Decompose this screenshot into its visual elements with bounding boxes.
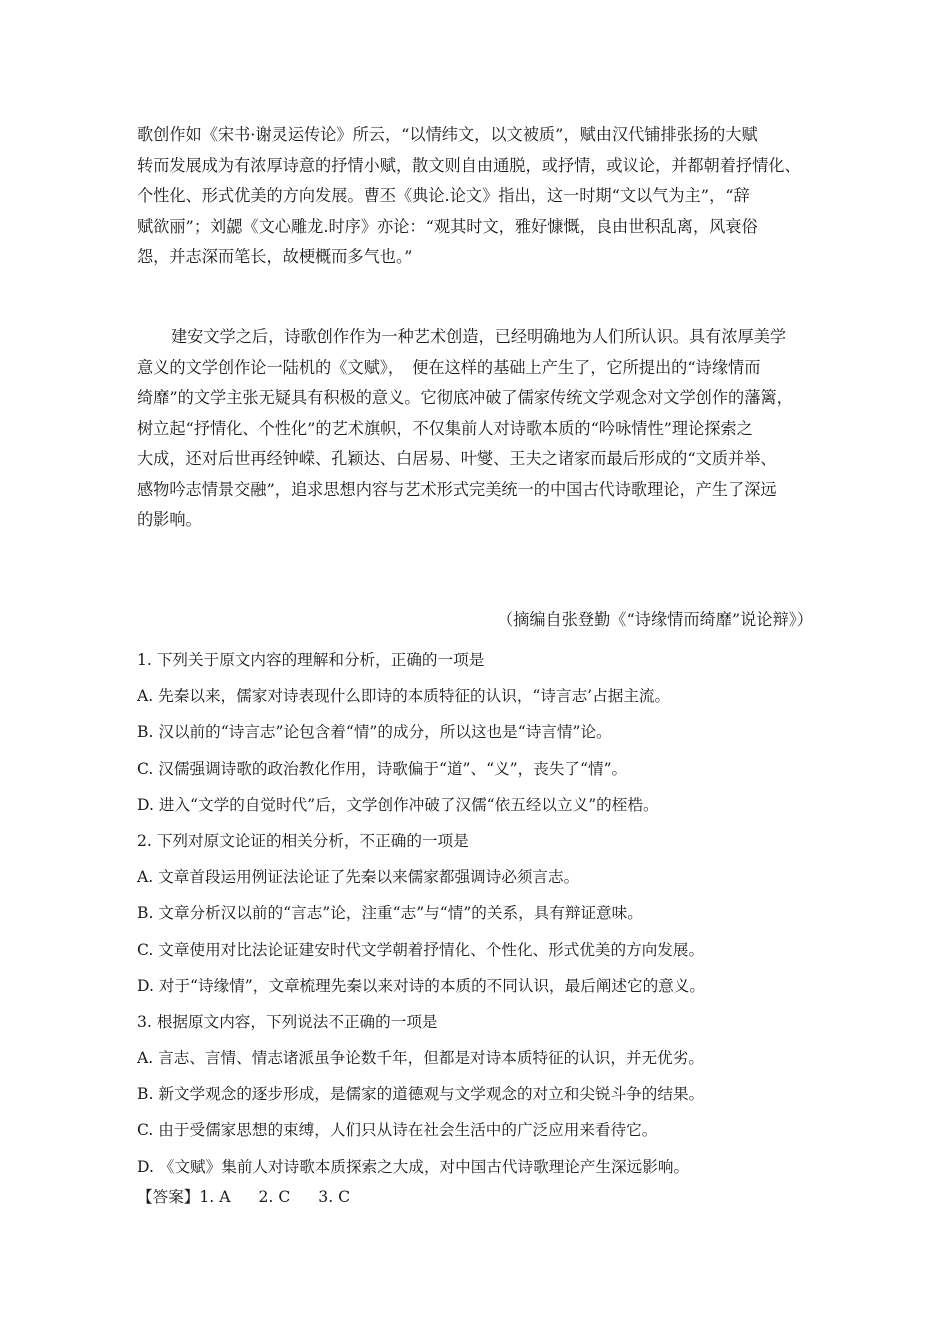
answer-key bbox=[137, 1179, 350, 1215]
question-option: D. 进入“文学的自觉时代”后，文学创作冲破了汉儒“依五经以立义”的桎梏。 bbox=[137, 795, 659, 814]
answer-label: 【答案】 bbox=[137, 1188, 200, 1206]
text-line: 意义的文学创作论一陆机的《文赋》， 便在这样的基础上产生了，它所提出的“诗缘情而 bbox=[137, 357, 761, 377]
text-line: 个性化、形式优美的方向发展。曹丕《典论.论文》指出，这一时期“文以气为主”，“辞 bbox=[137, 186, 750, 205]
text-line: 转而发展成为有浓厚诗意的抒情小赋，散文则自由通脱，或抒情，或议论，并都朝着抒情化、 bbox=[137, 155, 801, 175]
question-option: B. 文章分析汉以前的“言志”论，注重“志”与“情”的关系，具有辩证意味。 bbox=[137, 904, 643, 923]
question-option: C. 由于受儒家思想的束缚，人们只从诗在社会生活中的广泛应用来看待它。 bbox=[137, 1121, 658, 1140]
text-line: 树立起“抒情化、个性化”的艺术旗帜，不仅集前人对诗歌本质的“吟咏情性”理论探索之 bbox=[137, 418, 753, 438]
question-option: A. 先秦以来，儒家对诗表现什么即诗的本质特征的认识，“诗言志’占据主流。 bbox=[137, 687, 671, 706]
text-line: 歌创作如《宋书·谢灵运传论》所云，“以情纬文，以文被质”，赋由汉代铺排张扬的大赋 bbox=[137, 125, 758, 144]
question-stem: 2. 下列对原文论证的相关分析，不正确的一项是 bbox=[137, 831, 469, 850]
text-line: 感物吟志情景交融”，追求思想内容与艺术形式完美统一的中国古代诗歌理论，产生了深远 bbox=[137, 479, 777, 499]
question-option: A. 文章首段运用例证法论证了先秦以来儒家都强调诗必须言志。 bbox=[137, 868, 580, 887]
question-option: D. 《文赋》集前人对诗歌本质探索之大成，对中国古代诗歌理论产生深远影响。 bbox=[137, 1157, 690, 1176]
answer-item: 1. A bbox=[199, 1188, 231, 1206]
question-option: B. 汉以前的“诗言志”论包含着“情”的成分，所以这也是“诗言情”论。 bbox=[137, 723, 612, 742]
question-list bbox=[137, 642, 817, 1185]
text-line: 怨，并志深而笔长，故梗概而多气也。” bbox=[137, 247, 413, 266]
question-option: C. 文章使用对比法论证建安时代文学朝着抒情化、个性化、形式优美的方向发展。 bbox=[137, 940, 705, 959]
text-line: 建安文学之后，诗歌创作作为一种艺术创造，已经明确地为人们所认识。具有浓厚美学 bbox=[171, 327, 787, 346]
answer-item: 2. C bbox=[258, 1188, 291, 1206]
question-option: A. 言志、言情、情志诸派虽争论数千年，但都是对诗本质特征的认识，并无优劣。 bbox=[137, 1049, 704, 1068]
paragraph-2 bbox=[137, 322, 817, 536]
question-stem: 3. 根据原文内容，下列说法不正确的一项是 bbox=[137, 1012, 438, 1031]
text-line: 赋欲丽”；刘勰《文心雕龙.时序》亦论：“观其时文，雅好慷慨，良由世积乱离，风衰俗 bbox=[137, 216, 758, 236]
text-line: 的影响。 bbox=[137, 510, 202, 529]
text-line: 绮靡”的文学主张无疑具有积极的意义。它彻底冲破了儒家传统文学观念对文学创作的藩篱， bbox=[137, 388, 793, 407]
answer-item: 3. C bbox=[318, 1188, 351, 1206]
paragraph-1 bbox=[137, 120, 817, 273]
source-citation: （摘编自张登勤《“诗缘情而绮靡”说论辩》） bbox=[496, 610, 813, 629]
question-stem: 1. 下列关于原文内容的理解和分析，正确的一项是 bbox=[137, 651, 485, 669]
question-option: C. 汉儒强调诗歌的政治教化作用，诗歌偏于“道”、“义”，丧失了“情”。 bbox=[137, 759, 628, 778]
question-option: B. 新文学观念的逐步形成，是儒家的道德观与文学观念的对立和尖锐斗争的结果。 bbox=[137, 1085, 705, 1104]
text-line: 大成，还对后世再经钟嵘、孔颖达、白居易、叶燮、王夫之诸家而最后形成的“文质并举、 bbox=[137, 449, 777, 468]
question-option: D. 对于“诗缘情”，文章梳理先秦以来对诗的本质的不同认识，最后阐述它的意义。 bbox=[137, 976, 705, 995]
